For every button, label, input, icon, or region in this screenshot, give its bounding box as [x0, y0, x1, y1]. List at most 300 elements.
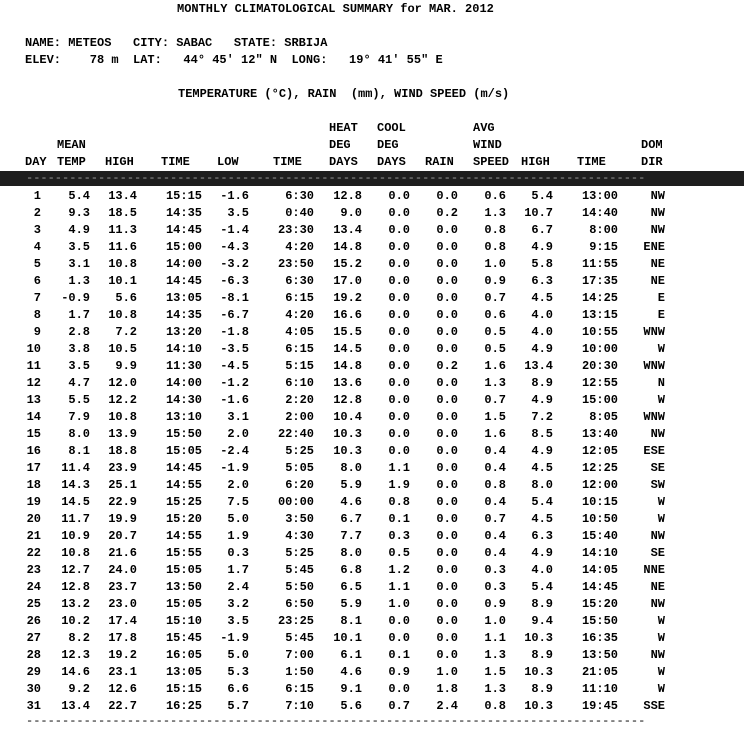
cell-high-time: 13:20 — [165, 325, 202, 339]
cell-high-wind: 6.3 — [531, 529, 553, 543]
cell-low-time: 5:45 — [285, 563, 314, 577]
cell-low-temp: 2.0 — [227, 478, 249, 492]
cell-rain: 0.0 — [436, 529, 458, 543]
cell-cool-deg-days: 0.3 — [388, 529, 410, 543]
cell-low-temp: -4.3 — [220, 240, 249, 254]
cell-low-time: 4:05 — [285, 325, 314, 339]
cell-high-time: 13:05 — [165, 291, 202, 305]
cell-day: 27 — [26, 631, 41, 645]
cell-high-wind: 8.0 — [531, 478, 553, 492]
cell-high-wind-time: 10:55 — [581, 325, 618, 339]
cell-high-time: 14:35 — [165, 308, 202, 322]
cell-high-temp: 23.0 — [108, 597, 137, 611]
cell-day: 6 — [33, 274, 41, 288]
cell-high-time: 15:00 — [165, 240, 202, 254]
cell-mean-temp: 7.9 — [68, 410, 90, 424]
cell-high-wind: 4.0 — [531, 308, 553, 322]
cell-low-temp: 0.3 — [227, 546, 249, 560]
cell-mean-temp: 4.9 — [68, 223, 90, 237]
cell-mean-temp: 8.2 — [68, 631, 90, 645]
header-dom: DOM — [641, 138, 663, 152]
cell-low-time: 6:10 — [285, 376, 314, 390]
cell-low-time: 6:30 — [285, 189, 314, 203]
cell-high-wind: 6.3 — [531, 274, 553, 288]
cell-high-time: 14:00 — [165, 376, 202, 390]
cell-low-temp: -6.3 — [220, 274, 249, 288]
cell-avg-wind-speed: 0.4 — [484, 444, 506, 458]
cell-mean-temp: 4.7 — [68, 376, 90, 390]
cell-day: 11 — [26, 359, 41, 373]
cell-high-temp: 23.9 — [108, 461, 137, 475]
header-temp: TEMP — [57, 155, 86, 169]
cell-high-wind-time: 14:40 — [581, 206, 618, 220]
cell-high-time: 15:05 — [165, 563, 202, 577]
cell-day: 16 — [26, 444, 41, 458]
cell-high-wind: 4.9 — [531, 546, 553, 560]
cell-dom-dir: NE — [650, 580, 665, 594]
cell-day: 18 — [26, 478, 41, 492]
cell-low-temp: 1.7 — [227, 563, 249, 577]
header-deg-cool: DEG — [377, 138, 399, 152]
cell-high-wind: 8.9 — [531, 597, 553, 611]
cell-rain: 0.0 — [436, 223, 458, 237]
cell-high-temp: 24.0 — [108, 563, 137, 577]
cell-high-temp: 21.6 — [108, 546, 137, 560]
cell-avg-wind-speed: 1.5 — [484, 410, 506, 424]
cell-day: 4 — [33, 240, 41, 254]
cell-dom-dir: E — [657, 291, 665, 305]
cell-avg-wind-speed: 0.4 — [484, 495, 506, 509]
cell-dom-dir: WNW — [643, 410, 665, 424]
cell-low-temp: 3.1 — [227, 410, 249, 424]
cell-high-temp: 12.6 — [108, 682, 137, 696]
cell-low-time: 5:05 — [285, 461, 314, 475]
cell-dom-dir: NNE — [643, 563, 665, 577]
cell-mean-temp: 10.2 — [61, 614, 90, 628]
cell-high-wind-time: 13:50 — [581, 648, 618, 662]
cell-cool-deg-days: 0.0 — [388, 308, 410, 322]
cell-high-wind-time: 14:05 — [581, 563, 618, 577]
cell-mean-temp: 11.7 — [61, 512, 90, 526]
cell-mean-temp: 3.5 — [68, 359, 90, 373]
cell-mean-temp: 1.3 — [68, 274, 90, 288]
cell-high-time: 16:25 — [165, 699, 202, 713]
cell-high-time: 13:05 — [165, 665, 202, 679]
cell-avg-wind-speed: 1.3 — [484, 206, 506, 220]
cell-high-wind-time: 14:25 — [581, 291, 618, 305]
cell-high-wind-time: 11:10 — [581, 682, 618, 696]
cell-cool-deg-days: 0.5 — [388, 546, 410, 560]
cell-high-wind: 4.5 — [531, 291, 553, 305]
cell-high-wind: 8.9 — [531, 682, 553, 696]
cell-high-wind-time: 16:35 — [581, 631, 618, 645]
cell-high-wind: 10.3 — [524, 665, 553, 679]
cell-avg-wind-speed: 1.1 — [484, 631, 506, 645]
cell-cool-deg-days: 1.1 — [388, 580, 410, 594]
header-wind: WIND — [473, 138, 502, 152]
cell-low-temp: 2.4 — [227, 580, 249, 594]
cell-cool-deg-days: 0.0 — [388, 189, 410, 203]
cell-avg-wind-speed: 0.3 — [484, 580, 506, 594]
header-days-heat: DAYS — [329, 155, 358, 169]
cell-rain: 0.0 — [436, 444, 458, 458]
cell-day: 29 — [26, 665, 41, 679]
cell-avg-wind-speed: 0.5 — [484, 342, 506, 356]
cell-cool-deg-days: 1.2 — [388, 563, 410, 577]
cell-high-wind: 5.4 — [531, 580, 553, 594]
cell-avg-wind-speed: 1.3 — [484, 648, 506, 662]
cell-mean-temp: 12.7 — [61, 563, 90, 577]
cell-dom-dir: NE — [650, 274, 665, 288]
cell-low-time: 0:40 — [285, 206, 314, 220]
cell-low-time: 5:45 — [285, 631, 314, 645]
cell-low-temp: 7.5 — [227, 495, 249, 509]
cell-avg-wind-speed: 0.7 — [484, 512, 506, 526]
cell-low-temp: -3.5 — [220, 342, 249, 356]
cell-high-temp: 10.5 — [108, 342, 137, 356]
cell-high-wind: 4.0 — [531, 325, 553, 339]
station-info-line: NAME: METEOS CITY: SABAC STATE: SRBIJA — [25, 36, 328, 50]
cell-heat-deg-days: 12.8 — [333, 393, 362, 407]
cell-heat-deg-days: 19.2 — [333, 291, 362, 305]
header-heat: HEAT — [329, 121, 358, 135]
cell-high-temp: 23.1 — [108, 665, 137, 679]
cell-low-time: 23:50 — [277, 257, 314, 271]
cell-high-wind-time: 10:15 — [581, 495, 618, 509]
header-mean: MEAN — [57, 138, 86, 152]
cell-cool-deg-days: 0.0 — [388, 240, 410, 254]
cell-high-time: 15:25 — [165, 495, 202, 509]
cell-heat-deg-days: 17.0 — [333, 274, 362, 288]
cell-day: 24 — [26, 580, 41, 594]
cell-mean-temp: 9.3 — [68, 206, 90, 220]
cell-cool-deg-days: 0.0 — [388, 274, 410, 288]
cell-high-time: 14:30 — [165, 393, 202, 407]
cell-rain: 0.0 — [436, 546, 458, 560]
cell-mean-temp: 5.5 — [68, 393, 90, 407]
cell-high-wind: 5.8 — [531, 257, 553, 271]
cell-cool-deg-days: 0.9 — [388, 665, 410, 679]
cell-dom-dir: W — [657, 342, 665, 356]
cell-cool-deg-days: 0.0 — [388, 427, 410, 441]
cell-rain: 0.0 — [436, 308, 458, 322]
cell-day: 20 — [26, 512, 41, 526]
cell-high-temp: 18.8 — [108, 444, 137, 458]
cell-low-temp: -4.5 — [220, 359, 249, 373]
cell-day: 14 — [26, 410, 41, 424]
cell-dom-dir: E — [657, 308, 665, 322]
cell-high-wind: 4.5 — [531, 512, 553, 526]
cell-high-wind-time: 10:50 — [581, 512, 618, 526]
cell-dom-dir: W — [657, 393, 665, 407]
cell-avg-wind-speed: 0.4 — [484, 529, 506, 543]
cell-low-temp: 5.3 — [227, 665, 249, 679]
header-avg: AVG — [473, 121, 495, 135]
cell-high-wind-time: 10:00 — [581, 342, 618, 356]
header-separator-line: -------------------------------------------------------------------------------------- — [26, 171, 646, 185]
cell-high-wind-time: 8:05 — [589, 410, 618, 424]
cell-high-wind-time: 11:55 — [581, 257, 618, 271]
cell-mean-temp: 12.8 — [61, 580, 90, 594]
cell-rain: 0.0 — [436, 325, 458, 339]
cell-heat-deg-days: 6.7 — [340, 512, 362, 526]
cell-rain: 0.0 — [436, 495, 458, 509]
cell-cool-deg-days: 1.1 — [388, 461, 410, 475]
cell-low-time: 23:30 — [277, 223, 314, 237]
cell-low-time: 1:50 — [285, 665, 314, 679]
cell-low-temp: -2.4 — [220, 444, 249, 458]
cell-dom-dir: NW — [650, 529, 665, 543]
cell-avg-wind-speed: 0.9 — [484, 274, 506, 288]
cell-high-wind: 4.5 — [531, 461, 553, 475]
cell-high-wind: 5.4 — [531, 189, 553, 203]
cell-high-temp: 12.0 — [108, 376, 137, 390]
cell-high-time: 13:10 — [165, 410, 202, 424]
cell-rain: 0.0 — [436, 410, 458, 424]
cell-high-temp: 5.6 — [115, 291, 137, 305]
cell-rain: 0.0 — [436, 614, 458, 628]
cell-high-wind-time: 13:40 — [581, 427, 618, 441]
cell-mean-temp: 12.3 — [61, 648, 90, 662]
cell-low-time: 23:25 — [277, 614, 314, 628]
cell-low-time: 5:25 — [285, 546, 314, 560]
cell-day: 2 — [33, 206, 41, 220]
cell-rain: 0.0 — [436, 393, 458, 407]
cell-high-temp: 17.8 — [108, 631, 137, 645]
cell-dom-dir: NW — [650, 427, 665, 441]
cell-high-temp: 11.3 — [108, 223, 137, 237]
units-subtitle: TEMPERATURE (°C), RAIN (mm), WIND SPEED (m/s) — [178, 87, 510, 101]
cell-cool-deg-days: 0.0 — [388, 410, 410, 424]
cell-high-wind: 4.9 — [531, 393, 553, 407]
cell-dom-dir: W — [657, 665, 665, 679]
cell-high-time: 15:10 — [165, 614, 202, 628]
cell-cool-deg-days: 0.0 — [388, 325, 410, 339]
cell-rain: 0.0 — [436, 376, 458, 390]
cell-heat-deg-days: 14.8 — [333, 359, 362, 373]
cell-dom-dir: W — [657, 512, 665, 526]
cell-avg-wind-speed: 0.7 — [484, 291, 506, 305]
cell-dom-dir: SW — [650, 478, 665, 492]
cell-high-time: 15:15 — [165, 189, 202, 203]
cell-avg-wind-speed: 1.3 — [484, 376, 506, 390]
cell-dom-dir: WNW — [643, 325, 665, 339]
cell-low-temp: 5.7 — [227, 699, 249, 713]
cell-rain: 0.0 — [436, 597, 458, 611]
cell-mean-temp: 2.8 — [68, 325, 90, 339]
cell-high-temp: 17.4 — [108, 614, 137, 628]
header-dir: DIR — [641, 155, 663, 169]
cell-day: 7 — [33, 291, 41, 305]
cell-low-temp: 3.2 — [227, 597, 249, 611]
cell-mean-temp: 14.5 — [61, 495, 90, 509]
cell-high-wind-time: 12:55 — [581, 376, 618, 390]
cell-high-wind-time: 20:30 — [581, 359, 618, 373]
cell-heat-deg-days: 14.8 — [333, 240, 362, 254]
cell-low-time: 6:15 — [285, 682, 314, 696]
cell-heat-deg-days: 13.6 — [333, 376, 362, 390]
cell-high-temp: 10.8 — [108, 410, 137, 424]
cell-high-wind-time: 21:05 — [581, 665, 618, 679]
cell-heat-deg-days: 4.6 — [340, 495, 362, 509]
cell-high-temp: 19.2 — [108, 648, 137, 662]
cell-high-wind: 4.9 — [531, 444, 553, 458]
cell-heat-deg-days: 10.1 — [333, 631, 362, 645]
cell-day: 3 — [33, 223, 41, 237]
cell-mean-temp: 10.8 — [61, 546, 90, 560]
cell-cool-deg-days: 0.1 — [388, 648, 410, 662]
cell-high-time: 14:55 — [165, 529, 202, 543]
cell-heat-deg-days: 9.0 — [340, 206, 362, 220]
cell-low-temp: 5.0 — [227, 648, 249, 662]
cell-high-temp: 10.1 — [108, 274, 137, 288]
cell-low-temp: 6.6 — [227, 682, 249, 696]
cell-high-wind: 4.9 — [531, 240, 553, 254]
cell-rain: 0.0 — [436, 461, 458, 475]
cell-rain: 0.0 — [436, 580, 458, 594]
cell-rain: 0.0 — [436, 648, 458, 662]
cell-avg-wind-speed: 0.3 — [484, 563, 506, 577]
cell-rain: 0.0 — [436, 427, 458, 441]
cell-day: 8 — [33, 308, 41, 322]
cell-rain: 2.4 — [436, 699, 458, 713]
cell-avg-wind-speed: 0.4 — [484, 546, 506, 560]
cell-high-wind: 13.4 — [524, 359, 553, 373]
cell-high-temp: 25.1 — [108, 478, 137, 492]
cell-high-time: 13:50 — [165, 580, 202, 594]
cell-dom-dir: W — [657, 631, 665, 645]
cell-low-time: 6:50 — [285, 597, 314, 611]
cell-high-temp: 12.2 — [108, 393, 137, 407]
cell-high-wind-time: 15:40 — [581, 529, 618, 543]
cell-day: 9 — [33, 325, 41, 339]
cell-day: 22 — [26, 546, 41, 560]
cell-dom-dir: W — [657, 682, 665, 696]
cell-dom-dir: SSE — [643, 699, 665, 713]
cell-high-time: 14:55 — [165, 478, 202, 492]
cell-high-wind: 4.0 — [531, 563, 553, 577]
cell-heat-deg-days: 14.5 — [333, 342, 362, 356]
report-title: MONTHLY CLIMATOLOGICAL SUMMARY for MAR. 2012 — [177, 2, 494, 16]
cell-low-temp: 3.5 — [227, 206, 249, 220]
cell-cool-deg-days: 0.0 — [388, 376, 410, 390]
cell-low-time: 7:10 — [285, 699, 314, 713]
cell-heat-deg-days: 6.1 — [340, 648, 362, 662]
cell-high-time: 15:15 — [165, 682, 202, 696]
cell-high-temp: 11.6 — [108, 240, 137, 254]
cell-day: 30 — [26, 682, 41, 696]
cell-high-temp: 20.7 — [108, 529, 137, 543]
cell-heat-deg-days: 4.6 — [340, 665, 362, 679]
cell-cool-deg-days: 0.0 — [388, 393, 410, 407]
cell-cool-deg-days: 1.9 — [388, 478, 410, 492]
cell-low-time: 2:00 — [285, 410, 314, 424]
cell-cool-deg-days: 0.0 — [388, 682, 410, 696]
cell-low-temp: 5.0 — [227, 512, 249, 526]
cell-low-temp: -1.6 — [220, 189, 249, 203]
cell-dom-dir: ENE — [643, 240, 665, 254]
footer-separator-line: -------------------------------------------------------------------------------------- — [26, 714, 646, 728]
cell-dom-dir: NW — [650, 223, 665, 237]
cell-high-time: 15:05 — [165, 597, 202, 611]
cell-high-wind-time: 8:00 — [589, 223, 618, 237]
cell-dom-dir: NE — [650, 257, 665, 271]
cell-heat-deg-days: 9.1 — [340, 682, 362, 696]
cell-high-time: 15:20 — [165, 512, 202, 526]
cell-high-wind: 10.3 — [524, 699, 553, 713]
cell-high-wind: 6.7 — [531, 223, 553, 237]
cell-mean-temp: 14.6 — [61, 665, 90, 679]
cell-high-time: 14:35 — [165, 206, 202, 220]
cell-mean-temp: 9.2 — [68, 682, 90, 696]
cell-avg-wind-speed: 1.6 — [484, 427, 506, 441]
cell-dom-dir: W — [657, 614, 665, 628]
cell-high-wind-time: 13:00 — [581, 189, 618, 203]
cell-rain: 0.0 — [436, 274, 458, 288]
cell-heat-deg-days: 15.5 — [333, 325, 362, 339]
cell-cool-deg-days: 0.0 — [388, 257, 410, 271]
cell-rain: 0.0 — [436, 291, 458, 305]
cell-high-temp: 23.7 — [108, 580, 137, 594]
cell-high-temp: 19.9 — [108, 512, 137, 526]
header-high: HIGH — [105, 155, 134, 169]
cell-heat-deg-days: 5.9 — [340, 597, 362, 611]
cell-high-temp: 10.8 — [108, 257, 137, 271]
cell-high-wind-time: 13:15 — [581, 308, 618, 322]
location-info-line: ELEV: 78 m LAT: 44° 45' 12" N LONG: 19° 41' 55" E — [25, 53, 443, 67]
cell-low-temp: 2.0 — [227, 427, 249, 441]
cell-cool-deg-days: 0.7 — [388, 699, 410, 713]
cell-avg-wind-speed: 0.8 — [484, 240, 506, 254]
cell-day: 5 — [33, 257, 41, 271]
cell-avg-wind-speed: 0.8 — [484, 478, 506, 492]
cell-high-time: 14:00 — [165, 257, 202, 271]
cell-heat-deg-days: 8.1 — [340, 614, 362, 628]
cell-high-time: 14:45 — [165, 461, 202, 475]
cell-day: 17 — [26, 461, 41, 475]
cell-cool-deg-days: 0.0 — [388, 342, 410, 356]
cell-low-time: 6:15 — [285, 342, 314, 356]
cell-heat-deg-days: 5.6 — [340, 699, 362, 713]
cell-low-time: 00:00 — [277, 495, 314, 509]
cell-dom-dir: NW — [650, 648, 665, 662]
cell-low-temp: -8.1 — [220, 291, 249, 305]
cell-low-time: 6:15 — [285, 291, 314, 305]
cell-heat-deg-days: 16.6 — [333, 308, 362, 322]
cell-low-temp: -1.2 — [220, 376, 249, 390]
cell-low-temp: -1.9 — [220, 461, 249, 475]
cell-heat-deg-days: 7.7 — [340, 529, 362, 543]
header-low: LOW — [217, 155, 239, 169]
cell-heat-deg-days: 6.8 — [340, 563, 362, 577]
cell-low-time: 4:20 — [285, 240, 314, 254]
cell-day: 13 — [26, 393, 41, 407]
cell-cool-deg-days: 0.0 — [388, 444, 410, 458]
cell-high-time: 15:05 — [165, 444, 202, 458]
cell-heat-deg-days: 8.0 — [340, 461, 362, 475]
cell-high-time: 14:45 — [165, 274, 202, 288]
cell-cool-deg-days: 0.0 — [388, 359, 410, 373]
cell-high-wind-time: 12:25 — [581, 461, 618, 475]
cell-heat-deg-days: 12.8 — [333, 189, 362, 203]
cell-high-temp: 18.5 — [108, 206, 137, 220]
cell-dom-dir: NW — [650, 206, 665, 220]
header-time: TIME — [161, 155, 190, 169]
header-deg-heat: DEG — [329, 138, 351, 152]
cell-low-time: 6:20 — [285, 478, 314, 492]
cell-cool-deg-days: 0.0 — [388, 223, 410, 237]
cell-high-wind: 8.9 — [531, 648, 553, 662]
